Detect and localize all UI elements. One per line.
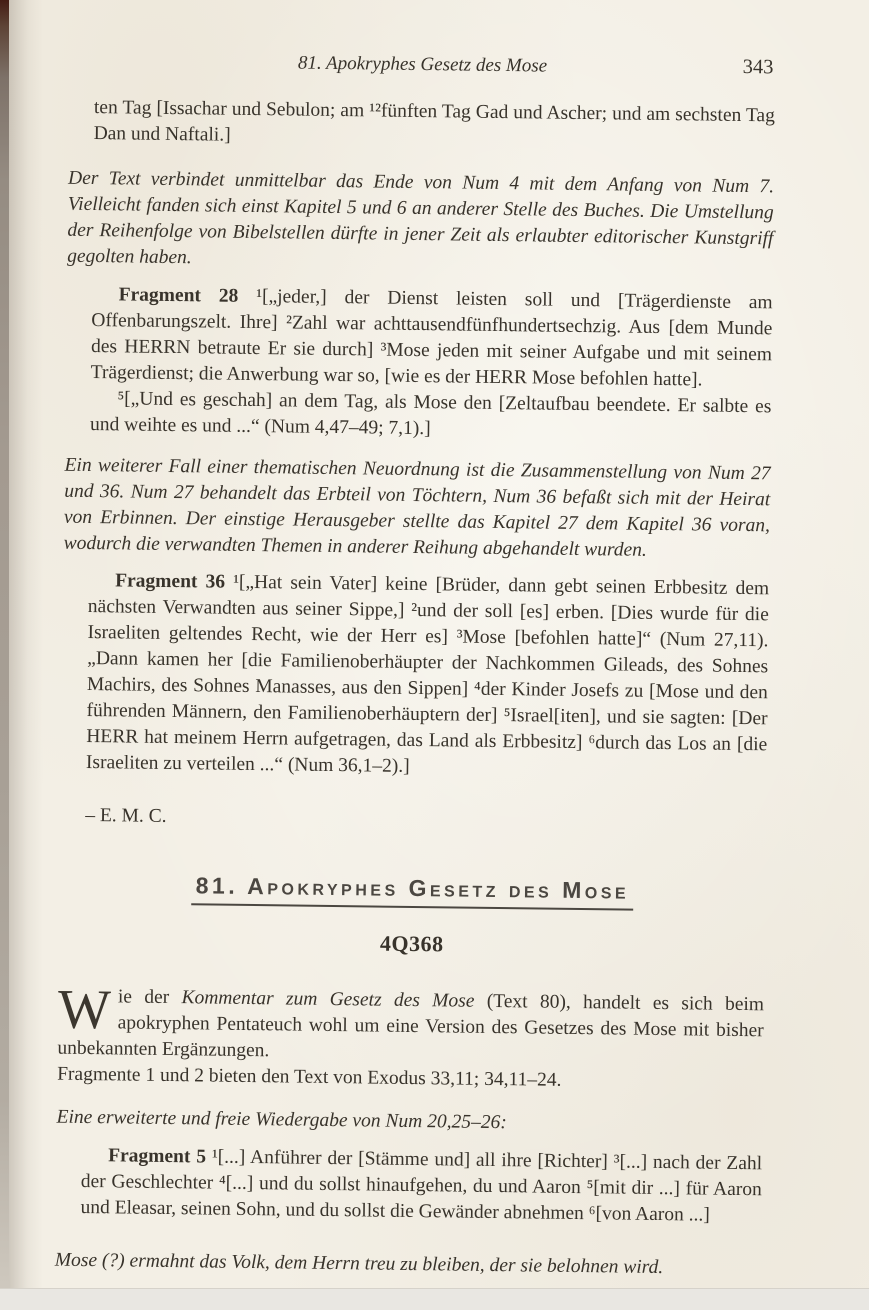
drop-cap: W — [57, 978, 112, 1042]
intro-text: (Text 80), handelt es sich beim apokryphen Pentateuch wohl um eine Version des Gesetzes des Mose mit bisher unbekannten Ergänzungen. — [57, 990, 765, 1062]
section-heading-row — [59, 871, 765, 913]
commentary-paragraph: Ein weiterer Fall einer thematischen Neuordnung ist die Zusammenstellung von Num 27 und 36. Num 27 behandelt das Erbteil von Töchtern, Num 36 befaßt sich mit der Heirat von Erbinnen. Der einstige Herausgeber stellte das Kapitel 27 dem Kapitel 36 voran, wodurch die verwandten Themen in anderer Reihung abgehandelt wurden. — [63, 454, 771, 561]
commentary-paragraph: Mose (?) ermahnt das Volk, dem Herrn treu zu bleiben, der sie belohnen wird. — [54, 1249, 664, 1279]
fragment-paragraph — [86, 568, 769, 784]
fragment-28-block — [90, 282, 773, 446]
fragments-note: Fragmente 1 und 2 bieten den Text von Exodus 33,11; 34,11–24. — [57, 1063, 562, 1091]
quote-continuation-paragraph: ten Tag [Issachar und Sebulon; am ¹²fünften Tag Gad und Ascher; und am sechsten Tag Dan und Naftali.] — [93, 97, 776, 146]
fragment-5-block — [80, 1143, 762, 1229]
fragment-paragraph — [91, 282, 773, 394]
commentary-paragraph: Der Text verbindet unmittelbar das Ende von Num 4 mit dem Anfang von Num 7. Vielleicht fanden sich einst Kapitel 5 und 6 an anderer Stelle des Buches. Die Umstellung der Reihenfolge von Bibelstellen dürfte in jener Zeit als erlaubter editorischer Kunstgriff gegolten haben. — [67, 167, 775, 269]
fragment-label: Fragment 36 — [115, 570, 226, 593]
book-spine-gradient — [9, 0, 43, 1292]
fragment-text: ¹[...] Anführer der [Stämme und] all ihre [Richter] ³[...] nach der Zahl der Geschlechter ⁴[...] und du sollst hinaufgehen, du und Aaron ⁵[mit dir ...] für Aaron und Eleasar, seinen Sohn, und du sollst die Gewänder abnehmen ⁶[von Aaron ...] — [80, 1146, 763, 1226]
fragment-text: ¹[„jeder,] der Dienst leisten soll und [Trägerdienste am Offenbarungszelt. Ihre] ²Zahl war achttausendfünfhundertsechzig. Aus [dem Munde des HERRN betraute Er sie durch] ³Mose jeden mit seiner Aufgabe und mit seinem Trägerdienst; die Anwerbung war so, [wie es der HERR Mose befohlen hatte]. — [90, 285, 773, 391]
fragment-36-block — [86, 568, 769, 784]
intro-text: ie der — [117, 986, 182, 1009]
commentary-paragraph: Eine erweiterte und freie Wiedergabe von Num 20,25–26: — [56, 1106, 507, 1134]
work-title: Kommentar zum Gesetz des Mose — [181, 987, 475, 1012]
page-header — [69, 48, 775, 87]
running-title: 81. Apokryphes Gesetz des Mose — [297, 52, 548, 77]
fragment-text: ¹[„Hat sein Vater] keine [Brüder, dann gebt seinen Erbbesitz dem nächsten Verwandten aus seiner Sippe,] ²und der soll [es] erben. [Dies wurde für die Israeliten geltendes Recht, wie der Herr es] ³Mose [befohlen hatte]“ (Num 27,11). „Dann kamen her [die Familienoberhäupter der Nachkommen Gileads, des Sohnes Machirs, des Sohnes Manasses, aus den Sippen] ⁴der Kinder Josefs zu [Mose und den führenden Männern, den Familienoberhäuptern der] ⁵Israel[iten], und sie sagten: [Der HERR hat meinem Herrn aufgetragen, das Land als Erbbesitz] ⁶durch das Los an [die Israeliten zu verteilen ...“ (Num 36,1–2).] — [85, 571, 770, 777]
manuscript-siglum: 4Q368 — [379, 930, 444, 957]
fragment-label: Fragment 5 — [108, 1145, 207, 1168]
fragment-paragraph — [80, 1143, 762, 1229]
book-spine-shadow — [0, 0, 9, 1292]
siglum-row — [59, 927, 765, 964]
scanner-edge-band — [0, 1288, 869, 1310]
author-signature: – E. M. C. — [85, 804, 167, 827]
fragment-paragraph: ⁵[„Und es geschah] an dem Tag, als Mose den [Zeltaufbau beendete. Er salbte es und weihte es und ...“ (Num 4,47–49; 7,1).] — [89, 388, 772, 440]
section-heading: 81. Apokryphes Gesetz des Mose — [191, 872, 633, 910]
page-number: 343 — [742, 55, 774, 79]
intro-paragraph — [57, 978, 765, 1071]
page-content — [55, 36, 776, 1283]
fragment-label: Fragment 28 — [118, 284, 239, 307]
